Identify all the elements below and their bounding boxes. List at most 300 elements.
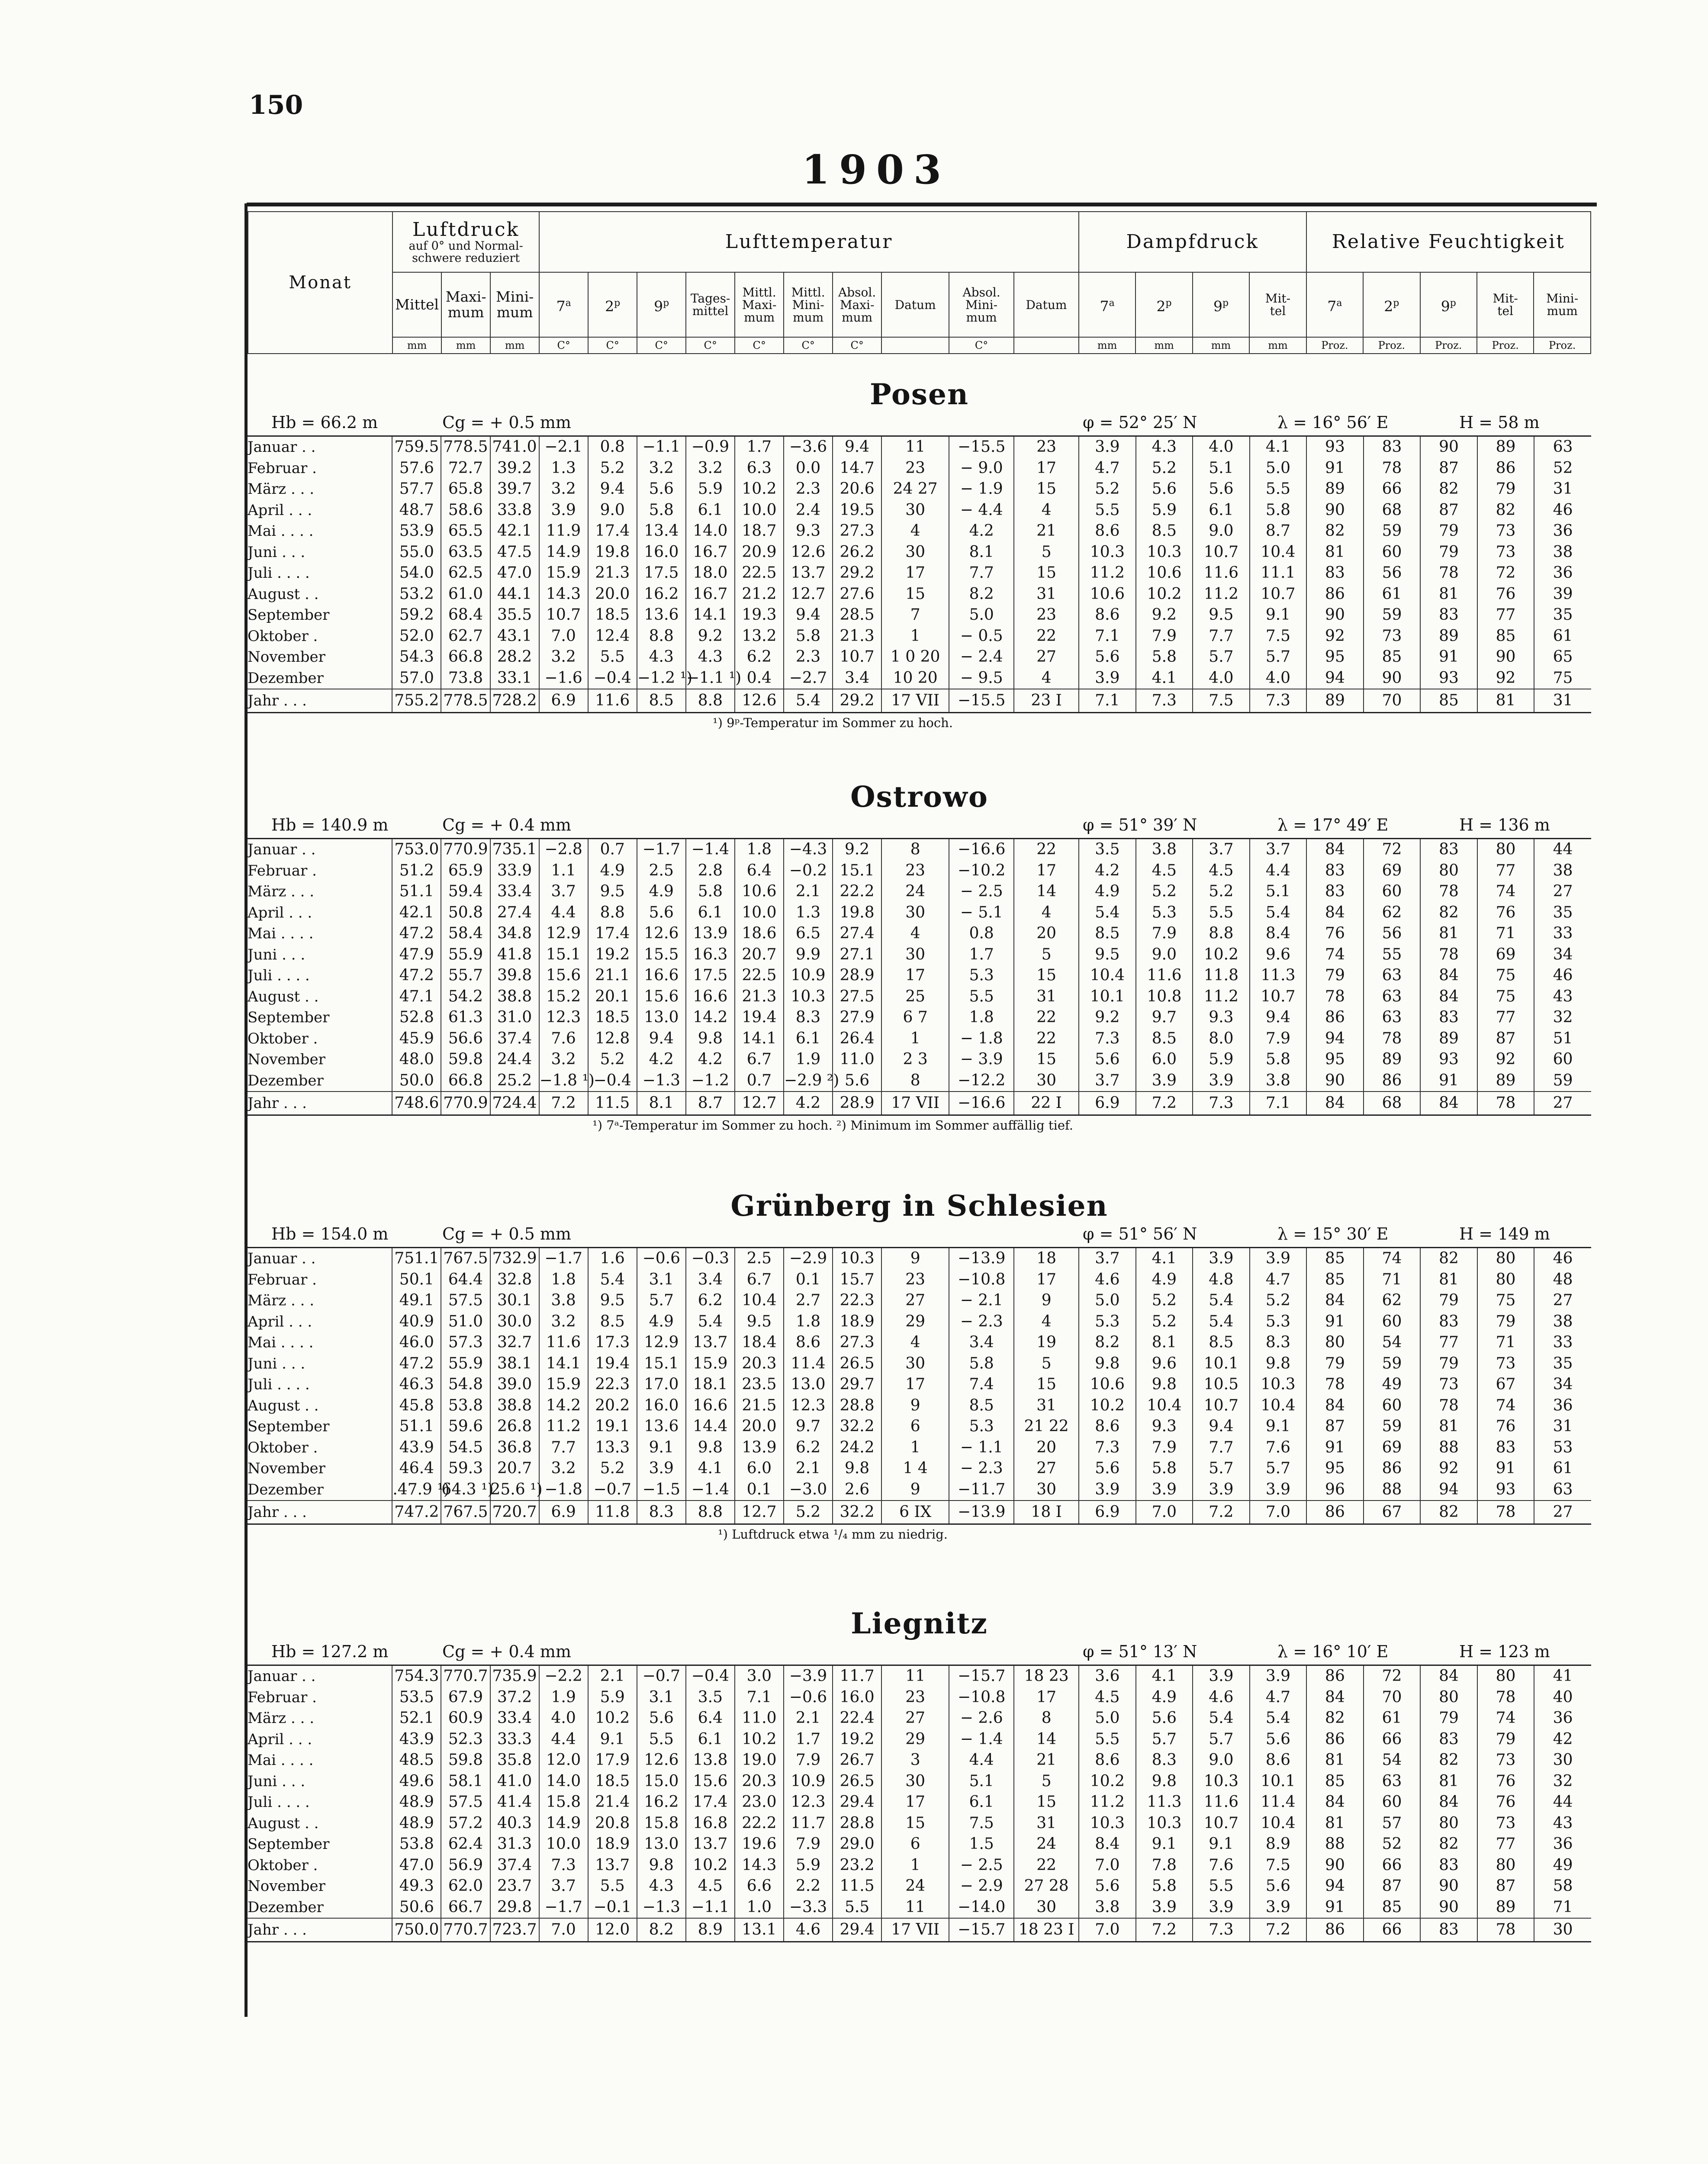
data-cell: 3.8 bbox=[1250, 1070, 1307, 1092]
data-cell: 11.6 bbox=[539, 1332, 588, 1353]
data-cell: 5.1 bbox=[1250, 881, 1307, 902]
data-cell: 11.0 bbox=[735, 1708, 784, 1729]
data-cell: 5.4 bbox=[588, 1269, 637, 1291]
station-cg: Cg = + 0.5 mm bbox=[442, 1224, 571, 1243]
data-cell: 27.5 bbox=[833, 986, 881, 1008]
data-cell: 7.4 bbox=[949, 1374, 1014, 1395]
data-cell: 16.7 bbox=[686, 542, 735, 563]
data-cell: 18 bbox=[1014, 1248, 1079, 1269]
data-cell: −4.3 bbox=[784, 839, 833, 860]
data-cell: 31 bbox=[1014, 1813, 1079, 1834]
data-cell: 17 bbox=[1014, 1687, 1079, 1708]
month-row bbox=[248, 1813, 1591, 1834]
header-col-feucht-7a: 7$^a$ bbox=[1306, 272, 1363, 337]
month-row bbox=[248, 1687, 1591, 1708]
data-cell: 8.5 bbox=[1136, 1028, 1193, 1050]
data-cell: 10.5 bbox=[1193, 1374, 1250, 1395]
data-cell: 3.9 bbox=[1079, 668, 1136, 689]
data-cell: 69 bbox=[1364, 1437, 1421, 1459]
data-cell: 91 bbox=[1420, 647, 1477, 668]
data-cell: 32 bbox=[1534, 1771, 1591, 1792]
data-cell: 44.1 bbox=[490, 584, 539, 605]
data-cell: 38.8 bbox=[490, 986, 539, 1008]
data-cell: 51.2 bbox=[392, 860, 441, 882]
data-cell: 63 bbox=[1534, 1479, 1591, 1501]
station-cg: Cg = + 0.4 mm bbox=[442, 1642, 571, 1661]
data-cell: 3.9 bbox=[539, 500, 588, 521]
data-cell: 46.0 bbox=[392, 1332, 441, 1353]
month-row bbox=[248, 542, 1591, 563]
data-cell: 9.7 bbox=[784, 1416, 833, 1437]
data-cell: 11.3 bbox=[1250, 965, 1307, 986]
data-cell: 63 bbox=[1534, 437, 1591, 458]
month-row bbox=[248, 1353, 1591, 1375]
station-table bbox=[248, 437, 1591, 713]
data-cell: 5.6 bbox=[1193, 479, 1250, 500]
data-cell: 10.4 bbox=[1250, 1395, 1307, 1417]
data-cell: 81 bbox=[1420, 1416, 1477, 1437]
data-cell: 11.7 bbox=[833, 1666, 881, 1687]
data-cell: 18.7 bbox=[735, 521, 784, 542]
data-cell: 10.2 bbox=[1079, 1395, 1136, 1417]
data-cell: 31 bbox=[1534, 689, 1591, 713]
data-cell: 72 bbox=[1364, 1666, 1421, 1687]
data-cell: 5 bbox=[1014, 1353, 1079, 1375]
data-cell: 53.9 bbox=[392, 521, 441, 542]
data-cell: 66 bbox=[1364, 1729, 1421, 1750]
data-cell: 84 bbox=[1420, 1092, 1477, 1115]
data-cell: 83 bbox=[1420, 1855, 1477, 1876]
data-cell: 10.4 bbox=[1079, 965, 1136, 986]
header-col-dampf-mittel: Mit- tel bbox=[1249, 272, 1306, 337]
data-cell: 72.7 bbox=[441, 458, 490, 479]
data-cell: 0.7 bbox=[588, 839, 637, 860]
month-label: Juli . . . . bbox=[248, 967, 310, 984]
data-cell: 46 bbox=[1534, 500, 1591, 521]
data-cell: 15.8 bbox=[637, 1813, 686, 1834]
data-cell: 4.1 bbox=[1250, 437, 1307, 458]
data-cell: 19.0 bbox=[735, 1750, 784, 1771]
data-cell: 11.2 bbox=[1193, 986, 1250, 1008]
data-cell: 28.9 bbox=[833, 1092, 881, 1115]
data-cell: 54.8 bbox=[441, 1374, 490, 1395]
data-cell: 27 bbox=[1534, 1290, 1591, 1311]
header-col-mittl-maximum: Mittl. Maxi- mum bbox=[735, 272, 784, 337]
data-cell: 17 bbox=[881, 563, 949, 584]
data-cell: 51.1 bbox=[392, 1416, 441, 1437]
data-cell: 65.8 bbox=[441, 479, 490, 500]
month-row bbox=[248, 1792, 1591, 1813]
month-label: Dezember bbox=[248, 1072, 324, 1089]
data-cell: 48.7 bbox=[392, 500, 441, 521]
data-cell: 4.6 bbox=[784, 1918, 833, 1942]
data-cell: 5.8 bbox=[784, 626, 833, 647]
data-cell: 18 23 bbox=[1014, 1666, 1079, 1687]
data-cell: 5.8 bbox=[1136, 647, 1193, 668]
data-cell: 63 bbox=[1364, 986, 1421, 1008]
data-cell: 30 bbox=[1014, 1070, 1079, 1092]
data-cell: 21.4 bbox=[588, 1792, 637, 1813]
data-cell: 8.1 bbox=[637, 1092, 686, 1115]
data-cell: 7.0 bbox=[1136, 1501, 1193, 1524]
data-cell: 5.6 bbox=[637, 902, 686, 924]
data-cell: 17 VII bbox=[881, 689, 949, 713]
data-cell: 80 bbox=[1477, 1666, 1534, 1687]
data-cell: 5.9 bbox=[784, 1855, 833, 1876]
data-cell: 13.0 bbox=[637, 1834, 686, 1855]
header-col-datum-min: Datum bbox=[1014, 272, 1079, 337]
month-label: Januar . . bbox=[248, 841, 316, 858]
data-cell: 22.3 bbox=[833, 1290, 881, 1311]
page-year: 1903 bbox=[801, 146, 951, 193]
data-cell: 6 bbox=[881, 1834, 949, 1855]
data-cell: 7.7 bbox=[539, 1437, 588, 1459]
data-cell: 13.6 bbox=[637, 605, 686, 626]
station-lat: φ = 51° 13′ N bbox=[1083, 1642, 1197, 1661]
data-cell: 20.6 bbox=[833, 479, 881, 500]
data-cell: 10.2 bbox=[1136, 584, 1193, 605]
data-cell: − 3.9 bbox=[949, 1049, 1014, 1070]
header-luftdruck-sub: auf 0° und Normal-schwere reduziert bbox=[409, 239, 523, 265]
data-cell: 14.1 bbox=[735, 1028, 784, 1050]
data-cell: 9.4 bbox=[1193, 1416, 1250, 1437]
data-cell: 6.1 bbox=[1193, 500, 1250, 521]
data-cell: −3.0 bbox=[784, 1479, 833, 1501]
data-cell: −1.4 bbox=[686, 839, 735, 860]
data-cell: 62 bbox=[1364, 1290, 1421, 1311]
data-cell: 43 bbox=[1534, 1813, 1591, 1834]
data-cell: 1.0 bbox=[735, 1897, 784, 1919]
data-cell: 75 bbox=[1477, 986, 1534, 1008]
month-label: Jahr . . . bbox=[248, 1501, 392, 1524]
data-cell: 15.1 bbox=[833, 860, 881, 882]
data-cell: 50.0 bbox=[392, 1070, 441, 1092]
data-cell: 80 bbox=[1477, 1248, 1534, 1269]
data-cell: −13.9 bbox=[949, 1248, 1014, 1269]
unit-cell: Proz. bbox=[1363, 337, 1420, 354]
data-cell: 20.3 bbox=[735, 1353, 784, 1375]
data-cell: −0.6 bbox=[637, 1248, 686, 1269]
data-cell: −1.7 bbox=[637, 839, 686, 860]
data-cell: −1.5 bbox=[637, 1479, 686, 1501]
data-cell: 72 bbox=[1477, 563, 1534, 584]
data-cell: 11.5 bbox=[588, 1092, 637, 1115]
data-cell: 5.9 bbox=[1136, 500, 1193, 521]
data-cell: 9 bbox=[1014, 1290, 1079, 1311]
data-cell: 62 bbox=[1364, 902, 1421, 924]
data-cell: −1.1 bbox=[637, 437, 686, 458]
data-cell: − 9.5 bbox=[949, 668, 1014, 689]
data-cell: 75 bbox=[1534, 668, 1591, 689]
data-cell: 27.6 bbox=[833, 584, 881, 605]
data-cell: 86 bbox=[1306, 1666, 1364, 1687]
station-section bbox=[248, 377, 1591, 732]
data-cell: 43.9 bbox=[392, 1729, 441, 1750]
data-cell: 15 bbox=[1014, 563, 1079, 584]
data-cell: 23 bbox=[1014, 437, 1079, 458]
data-cell: 31 bbox=[1534, 1416, 1591, 1437]
station-cg: Cg = + 0.4 mm bbox=[442, 815, 571, 834]
data-cell: 8.5 bbox=[949, 1395, 1014, 1417]
data-cell: 1.3 bbox=[784, 902, 833, 924]
data-cell: 25 bbox=[881, 986, 949, 1008]
data-cell: 5.2 bbox=[588, 1458, 637, 1479]
data-cell: 9 bbox=[881, 1248, 949, 1269]
month-label: Januar . . bbox=[248, 438, 316, 456]
month-label: November bbox=[248, 1460, 325, 1477]
data-cell: 31 bbox=[1534, 479, 1591, 500]
data-cell: 65.9 bbox=[441, 860, 490, 882]
data-cell: 53.2 bbox=[392, 584, 441, 605]
data-cell: −1.1 bbox=[686, 1897, 735, 1919]
data-cell: 3.4 bbox=[949, 1332, 1014, 1353]
data-cell: 4.9 bbox=[637, 881, 686, 902]
data-cell: 3.9 bbox=[1250, 1666, 1307, 1687]
data-cell: 3.9 bbox=[1250, 1897, 1307, 1919]
data-cell: 83 bbox=[1477, 1437, 1534, 1459]
data-cell: 5.3 bbox=[1136, 902, 1193, 924]
data-cell: 83 bbox=[1420, 1918, 1477, 1942]
data-cell: 8.7 bbox=[1250, 521, 1307, 542]
data-cell: 62.5 bbox=[441, 563, 490, 584]
data-cell: 1.8 bbox=[949, 1007, 1014, 1028]
data-cell: 5.6 bbox=[1250, 1729, 1307, 1750]
data-cell: 7.9 bbox=[784, 1750, 833, 1771]
data-cell: 30 bbox=[881, 1353, 949, 1375]
data-cell: 2.1 bbox=[784, 1708, 833, 1729]
data-cell: 48 bbox=[1534, 1269, 1591, 1291]
data-cell: −2.2 bbox=[539, 1666, 588, 1687]
data-cell: 7.0 bbox=[1079, 1855, 1136, 1876]
data-cell: 59.8 bbox=[441, 1049, 490, 1070]
data-cell: 755.2 bbox=[392, 689, 441, 713]
station-meta bbox=[248, 1641, 1591, 1666]
data-cell: 77 bbox=[1477, 1007, 1534, 1028]
month-label: Jahr . . . bbox=[248, 689, 392, 713]
data-cell: 7.1 bbox=[1079, 626, 1136, 647]
data-cell: 6 7 bbox=[881, 1007, 949, 1028]
data-cell: 6.0 bbox=[735, 1458, 784, 1479]
data-cell: 36 bbox=[1534, 563, 1591, 584]
data-cell: 9.6 bbox=[1250, 944, 1307, 966]
unit-cell: mm bbox=[490, 337, 539, 354]
data-cell: 5.2 bbox=[1193, 881, 1250, 902]
data-cell: 7.2 bbox=[1136, 1918, 1193, 1942]
data-cell: 7.3 bbox=[1193, 1092, 1250, 1115]
data-cell: 95 bbox=[1306, 647, 1364, 668]
data-cell: − 2.6 bbox=[949, 1708, 1014, 1729]
data-cell: 4.1 bbox=[1136, 1248, 1193, 1269]
data-cell: 778.5 bbox=[441, 689, 490, 713]
month-label: Oktober . bbox=[248, 627, 318, 645]
data-cell: 55.7 bbox=[441, 965, 490, 986]
data-cell: 48.9 bbox=[392, 1813, 441, 1834]
header-luftdruck bbox=[392, 212, 539, 272]
data-cell: 82 bbox=[1306, 521, 1364, 542]
header-col-datum-max: Datum bbox=[881, 272, 949, 337]
data-cell: 94 bbox=[1420, 1479, 1477, 1501]
data-cell: 63 bbox=[1364, 1771, 1421, 1792]
data-cell: −11.7 bbox=[949, 1479, 1014, 1501]
data-cell: 5.2 bbox=[588, 458, 637, 479]
unit-cell: C° bbox=[735, 337, 784, 354]
data-cell: 52 bbox=[1534, 458, 1591, 479]
data-cell: 8.8 bbox=[588, 902, 637, 924]
data-cell: 87 bbox=[1364, 1876, 1421, 1897]
data-cell: 8.5 bbox=[637, 689, 686, 713]
data-cell: 87 bbox=[1420, 500, 1477, 521]
data-cell: 62.0 bbox=[441, 1876, 490, 1897]
data-cell: 724.4 bbox=[490, 1092, 539, 1115]
data-cell: 59.3 bbox=[441, 1458, 490, 1479]
data-cell: 5.8 bbox=[637, 500, 686, 521]
data-cell: 59.4 bbox=[441, 881, 490, 902]
data-cell: 8.5 bbox=[1193, 1332, 1250, 1353]
data-cell: 34 bbox=[1534, 944, 1591, 966]
data-cell: 5.4 bbox=[784, 689, 833, 713]
data-cell: 38 bbox=[1534, 860, 1591, 882]
data-cell: 28.5 bbox=[833, 605, 881, 626]
data-cell: 3.9 bbox=[1136, 1070, 1193, 1092]
data-cell: 10.7 bbox=[1193, 542, 1250, 563]
data-cell: 15.1 bbox=[539, 944, 588, 966]
data-cell: 9.4 bbox=[784, 605, 833, 626]
data-cell: 57.0 bbox=[392, 668, 441, 689]
data-cell: 20.2 bbox=[588, 1395, 637, 1417]
data-cell: 13.7 bbox=[784, 563, 833, 584]
data-cell: 8.8 bbox=[637, 626, 686, 647]
data-cell: −1.7 bbox=[539, 1248, 588, 1269]
data-cell: 10.3 bbox=[1250, 1374, 1307, 1395]
data-cell: 2.3 bbox=[784, 479, 833, 500]
data-cell: 9.8 bbox=[686, 1028, 735, 1050]
station-table bbox=[248, 1248, 1591, 1525]
data-cell: 86 bbox=[1306, 1918, 1364, 1942]
data-cell: 80 bbox=[1477, 839, 1534, 860]
month-row bbox=[248, 1269, 1591, 1291]
data-cell: 7.7 bbox=[1193, 1437, 1250, 1459]
data-cell: 15.7 bbox=[833, 1269, 881, 1291]
month-row bbox=[248, 668, 1591, 689]
data-cell: 53 bbox=[1534, 1437, 1591, 1459]
data-cell: 82 bbox=[1477, 500, 1534, 521]
data-cell: 19.4 bbox=[588, 1353, 637, 1375]
data-cell: 3.4 bbox=[686, 1269, 735, 1291]
data-cell: 5.7 bbox=[1136, 1729, 1193, 1750]
data-cell: 21 22 bbox=[1014, 1416, 1079, 1437]
data-cell: 19.2 bbox=[588, 944, 637, 966]
data-cell: 1 bbox=[881, 626, 949, 647]
data-cell: 87 bbox=[1306, 1416, 1364, 1437]
data-cell: 6.2 bbox=[686, 1290, 735, 1311]
data-cell: 83 bbox=[1420, 1311, 1477, 1333]
data-cell: 12.0 bbox=[588, 1918, 637, 1942]
data-cell: 59 bbox=[1364, 1353, 1421, 1375]
data-cell: 2.5 bbox=[637, 860, 686, 882]
data-cell: 21.1 bbox=[588, 965, 637, 986]
data-cell: 18.6 bbox=[735, 923, 784, 944]
data-cell: 13.6 bbox=[637, 1416, 686, 1437]
data-cell: 21.2 bbox=[735, 584, 784, 605]
data-cell: 2.5 bbox=[735, 1248, 784, 1269]
data-cell: 11.2 bbox=[1079, 1792, 1136, 1813]
data-cell: 86 bbox=[1306, 584, 1364, 605]
data-cell: 23.0 bbox=[735, 1792, 784, 1813]
month-row bbox=[248, 1311, 1591, 1333]
data-cell: 15 bbox=[1014, 479, 1079, 500]
data-cell: 15 bbox=[881, 1813, 949, 1834]
data-cell: 7.1 bbox=[1250, 1092, 1307, 1115]
data-cell: 4.4 bbox=[539, 902, 588, 924]
station-title: Ostrowo bbox=[850, 780, 988, 814]
data-cell: 92 bbox=[1306, 626, 1364, 647]
data-cell: 57.5 bbox=[441, 1792, 490, 1813]
data-cell: 90 bbox=[1306, 605, 1364, 626]
data-cell: 5.6 bbox=[833, 1070, 881, 1092]
data-cell: 9.2 bbox=[833, 839, 881, 860]
data-cell: 84 bbox=[1306, 1792, 1364, 1813]
data-cell: 11.6 bbox=[1136, 965, 1193, 986]
month-row bbox=[248, 647, 1591, 668]
data-cell: 25.6 ¹) bbox=[490, 1479, 539, 1501]
month-label: Jahr . . . bbox=[248, 1918, 392, 1942]
data-cell: 16.6 bbox=[686, 986, 735, 1008]
data-cell: 57 bbox=[1364, 1813, 1421, 1834]
data-cell: 31 bbox=[1014, 986, 1079, 1008]
unit-cell: Proz. bbox=[1306, 337, 1363, 354]
data-cell: 52.1 bbox=[392, 1708, 441, 1729]
data-cell: 5.4 bbox=[1193, 1290, 1250, 1311]
data-cell: 60 bbox=[1364, 1792, 1421, 1813]
data-cell: 58.1 bbox=[441, 1771, 490, 1792]
data-cell: 8.6 bbox=[1250, 1750, 1307, 1771]
data-cell: 90 bbox=[1364, 668, 1421, 689]
month-label: Januar . . bbox=[248, 1250, 316, 1267]
month-row bbox=[248, 839, 1591, 860]
data-cell: 4.2 bbox=[686, 1049, 735, 1070]
data-cell: 15.0 bbox=[637, 1771, 686, 1792]
data-cell: 81 bbox=[1306, 1750, 1364, 1771]
data-cell: −0.4 bbox=[588, 1070, 637, 1092]
data-cell: 15.5 bbox=[637, 944, 686, 966]
data-cell: 10.3 bbox=[1136, 542, 1193, 563]
data-cell: 10.6 bbox=[1136, 563, 1193, 584]
data-cell: 90 bbox=[1420, 1876, 1477, 1897]
data-cell: 30 bbox=[1014, 1897, 1079, 1919]
data-cell: 24 bbox=[881, 1876, 949, 1897]
data-cell: 17 VII bbox=[881, 1918, 949, 1942]
data-cell: 4 bbox=[1014, 668, 1079, 689]
data-cell: 4.3 bbox=[637, 647, 686, 668]
data-cell: 5.2 bbox=[1136, 881, 1193, 902]
data-cell: 32 bbox=[1534, 1007, 1591, 1028]
data-cell: 33.9 bbox=[490, 860, 539, 882]
data-cell: 56.6 bbox=[441, 1028, 490, 1050]
data-cell: 3.7 bbox=[539, 881, 588, 902]
data-cell: 55.9 bbox=[441, 1353, 490, 1375]
data-cell: 63 bbox=[1364, 1007, 1421, 1028]
data-cell: 30 bbox=[881, 1771, 949, 1792]
data-cell: 7.2 bbox=[1193, 1501, 1250, 1524]
data-cell: −1.2 bbox=[686, 1070, 735, 1092]
data-cell: 11 bbox=[881, 437, 949, 458]
data-cell: −1.6 bbox=[539, 668, 588, 689]
month-row bbox=[248, 1248, 1591, 1269]
data-cell: 95 bbox=[1306, 1458, 1364, 1479]
data-cell: 51.0 bbox=[441, 1311, 490, 1333]
data-cell: 767.5 bbox=[441, 1501, 490, 1524]
data-cell: 61 bbox=[1364, 584, 1421, 605]
